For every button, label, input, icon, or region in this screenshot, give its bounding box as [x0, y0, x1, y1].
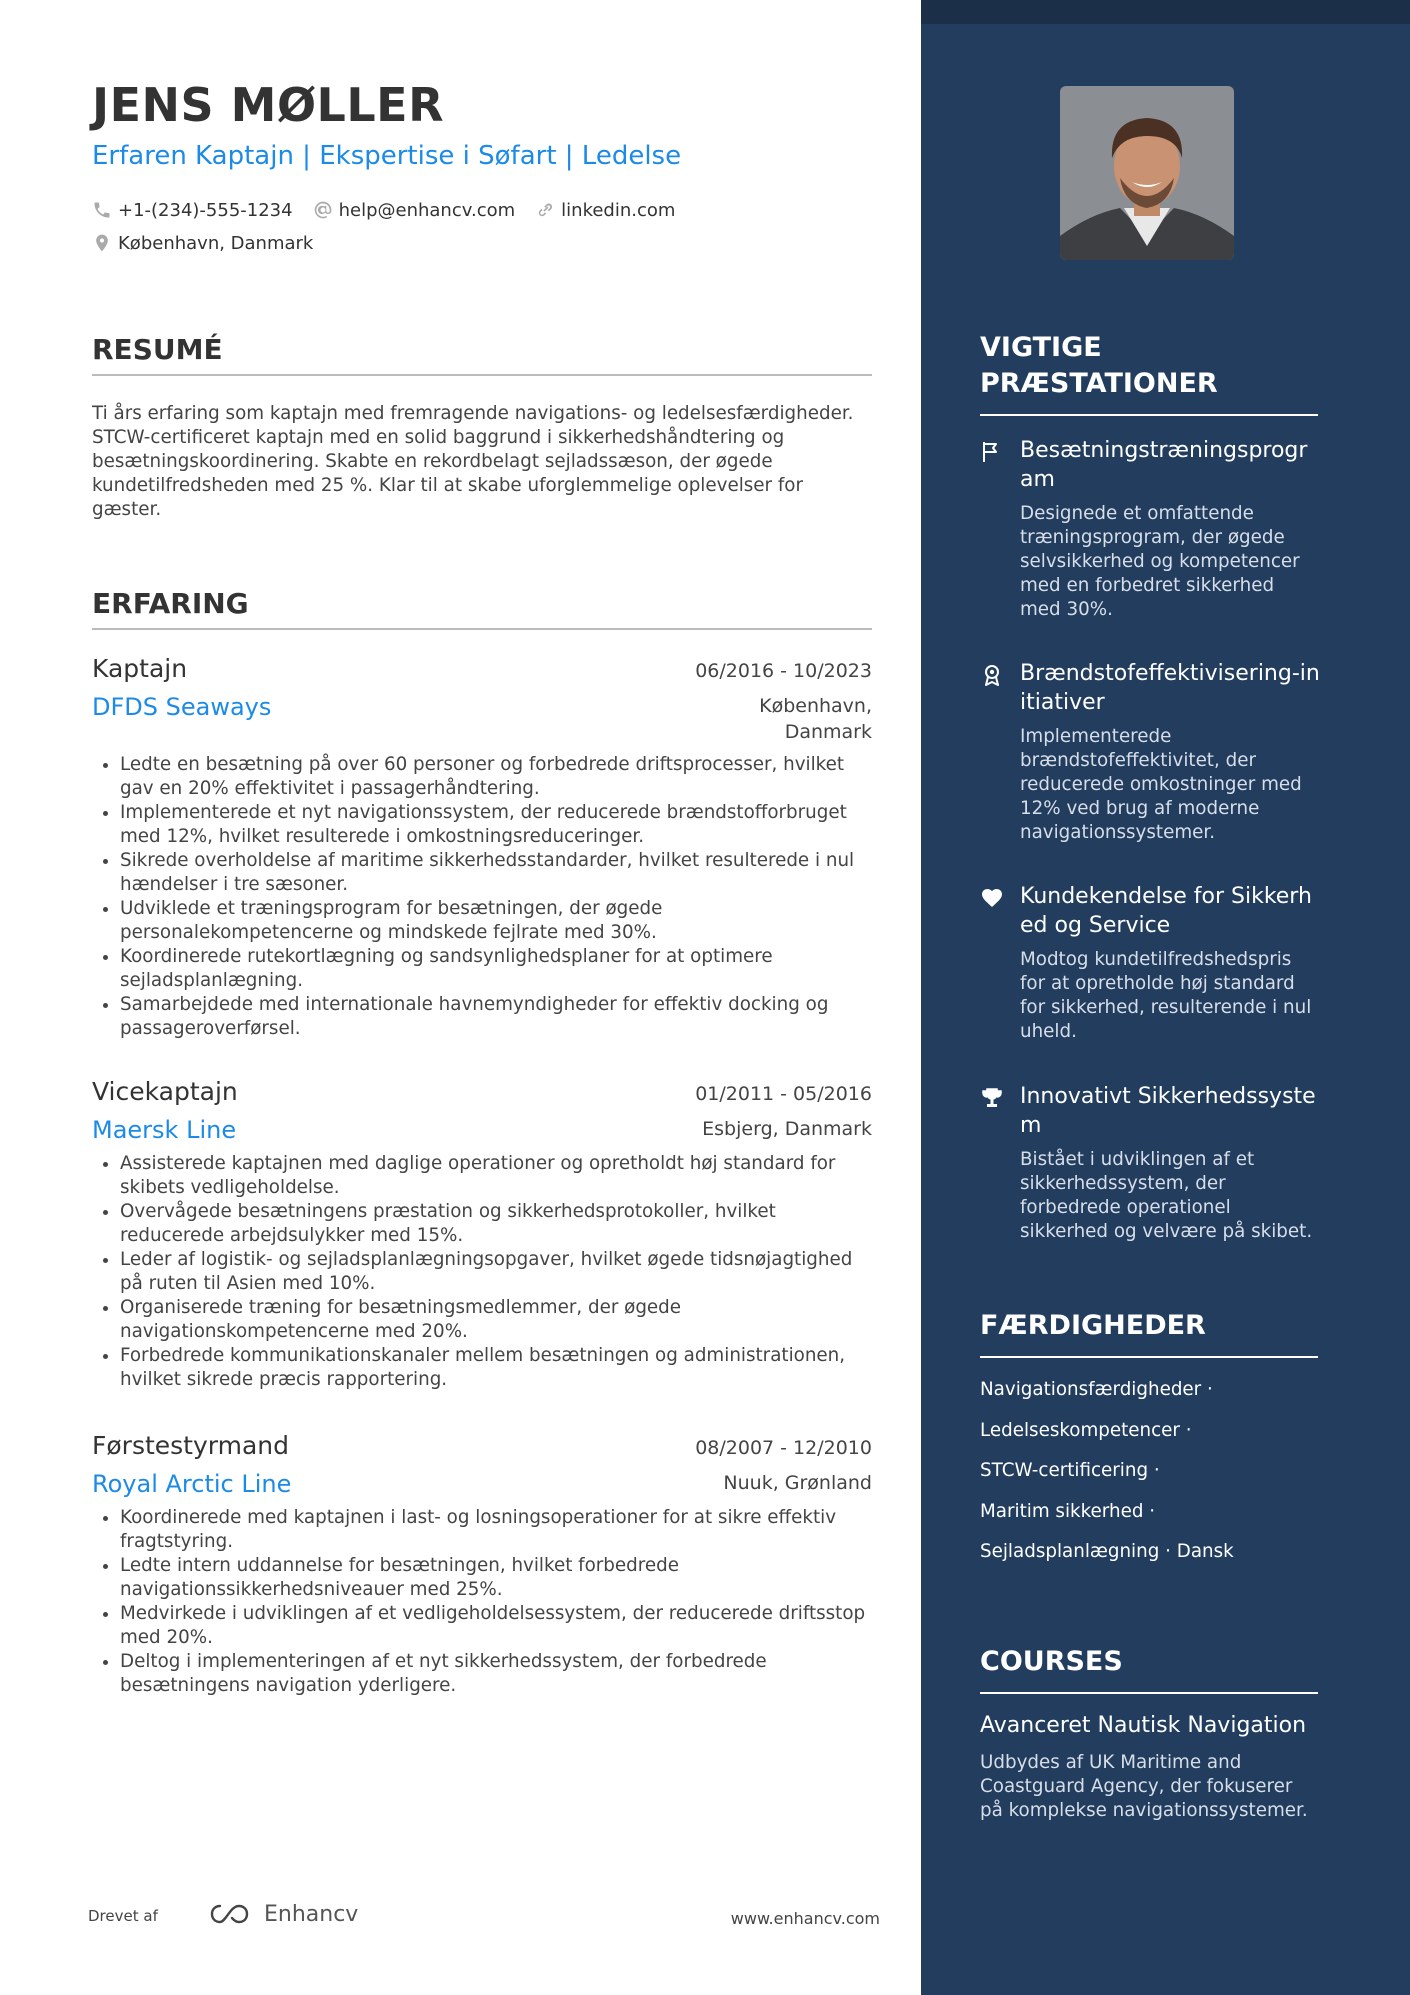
job-bullet: • Deltog i implementeringen af et nyt sikkerhedssystem, der forbedrede besætningens navigation yderligere. — [120, 1650, 872, 1698]
job-bullet: • Overvågede besætningens præstation og sikkerhedsprotokoller, hvilket reducerede arbejdsulykker med 15%. — [120, 1200, 872, 1248]
flag-icon — [980, 440, 1004, 464]
job-bullets — [92, 753, 872, 1041]
at-icon — [313, 200, 333, 220]
contact-phone[interactable] — [92, 200, 293, 221]
job-bullet: • Koordinerede med kaptajnen i last- og losningsoperationer for at sikre effektiv fragtstyring. — [120, 1506, 872, 1554]
job-entry — [92, 1077, 872, 1392]
job-location-line: Danmark — [784, 721, 872, 743]
job-bullet: • Ledte intern uddannelse for besætningen, hvilket forbedrede navigationssikkerhedsniveauer med 25%. — [120, 1554, 872, 1602]
job-dates: 06/2016 - 10/2023 — [695, 660, 872, 682]
job-bullet: • Forbedrede kommunikationskanaler mellem besætningen og administrationen, hvilket sikrede præcis rapportering. — [120, 1344, 872, 1392]
job-location: Esbjerg, Danmark — [702, 1118, 872, 1140]
skill-line: Ledelseskompetencer · — [980, 1419, 1192, 1441]
job-bullet: • Implementerede et nyt navigationssystem, der reducerede brændstofforbruget med 12%, hvilket resulterede i omkostningsreduceringer. — [120, 801, 872, 849]
contact-location — [92, 233, 313, 254]
job-dates: 01/2011 - 05/2016 — [695, 1083, 872, 1105]
achievement-desc: Modtog kundetilfredshedspris for at opretholde høj standard for sikkerhed, resulterende i nul uheld. — [1020, 949, 1312, 1042]
email-text: help@enhancv.com — [338, 199, 516, 221]
contact-info — [92, 196, 695, 262]
course-title: Avanceret Nautisk Navigation — [980, 1713, 1307, 1738]
skills-heading: FÆRDIGHEDER — [980, 1308, 1318, 1358]
candidate-name: JENS MØLLER — [92, 78, 445, 132]
linkedin-text: linkedin.com — [561, 199, 676, 221]
job-bullets — [92, 1152, 872, 1392]
job-bullet: • Udviklede et træningsprogram for besætningen, der øgede personalekompetencerne og mindskede fejlrate med 30%. — [120, 897, 872, 945]
achievement-title: Besætningstræningsprogram — [1020, 438, 1308, 492]
achievements-heading-line: VIGTIGE — [980, 332, 1102, 363]
skills-list — [980, 1376, 1318, 1579]
infinity-logo-icon — [208, 1901, 256, 1927]
phone-icon — [92, 200, 112, 220]
achievement-desc: Implementerede brændstofeffektivitet, der reducerede omkostninger med 12% ved brug af moderne navigationssystemer. — [1020, 726, 1302, 843]
contact-linkedin[interactable] — [535, 200, 675, 221]
location-text: København, Danmark — [118, 232, 314, 254]
job-location: Nuuk, Grønland — [723, 1472, 872, 1494]
job-role: Førstestyrmand — [92, 1431, 290, 1460]
phone-text: +1-(234)-555-1234 — [118, 199, 293, 221]
link-icon — [535, 200, 555, 220]
course-desc: Udbydes af UK Maritime and Coastguard Agency, der fokuserer på komplekse navigationssystemer. — [980, 1752, 1308, 1821]
experience-heading: ERFARING — [92, 587, 872, 630]
job-role: Vicekaptajn — [92, 1077, 238, 1106]
sidebar — [921, 0, 1410, 1995]
job-bullet: • Koordinerede rutekortlægning og sandsynlighedsplaner for at optimere sejladsplanlægning. — [120, 945, 872, 993]
achievement-item — [980, 1082, 1320, 1244]
job-entry — [92, 1431, 872, 1698]
trophy-icon — [980, 1086, 1004, 1110]
location-pin-icon — [92, 233, 112, 253]
skill-line: STCW-certificering · — [980, 1460, 1160, 1481]
job-role: Kaptajn — [92, 654, 188, 683]
job-company: Royal Arctic Line — [92, 1470, 292, 1498]
profile-photo — [1060, 86, 1234, 260]
summary-heading: RESUMÉ — [92, 333, 872, 376]
achievements-heading — [980, 330, 1318, 416]
job-dates: 08/2007 - 12/2010 — [695, 1437, 872, 1459]
achievement-title: Innovativt Sikkerhedssystem — [1020, 1084, 1316, 1138]
job-company: DFDS Seaways — [92, 693, 272, 721]
achievement-item — [980, 882, 1320, 1044]
person-avatar-icon — [1060, 86, 1234, 260]
powered-by-text: Drevet af — [88, 1907, 158, 1925]
achievement-title: Brændstofeffektivisering-initiativer — [1020, 661, 1320, 715]
job-location-line: København, — [759, 695, 872, 717]
footer — [88, 1901, 880, 1945]
achievement-item — [980, 436, 1320, 622]
courses-heading: COURSES — [980, 1644, 1318, 1694]
job-bullet: • Medvirkede i udviklingen af et vedligeholdelsessystem, der reducerede driftsstop med 20%. — [120, 1602, 872, 1650]
heart-icon — [980, 886, 1004, 910]
job-entry — [92, 654, 872, 1041]
sidebar-top-band — [921, 0, 1410, 24]
job-bullet: • Assisterede kaptajnen med daglige operationer og opretholdt høj standard for skibets vedligeholdelse. — [120, 1152, 872, 1200]
enhancv-logo[interactable] — [208, 1901, 358, 1927]
contact-email[interactable] — [313, 200, 516, 221]
job-bullet: • Samarbejdede med internationale havnemyndigheder for effektiv docking og passageroverførsel. — [120, 993, 872, 1041]
achievement-desc: Bistået i udviklingen af et sikkerhedssystem, der forbedrede operationel sikkerhed og velvære på skibet. — [1020, 1149, 1313, 1242]
job-bullets — [92, 1506, 872, 1698]
candidate-subtitle: Erfaren Kaptajn | Ekspertise i Søfart | Ledelse — [92, 141, 682, 171]
job-bullet: • Ledte en besætning på over 60 personer og forbedrede driftsprocesser, hvilket gav en 20% effektivitet i passagerhåndtering. — [120, 753, 872, 801]
summary-text: Ti års erfaring som kaptajn med fremragende navigations- og ledelsesfærdigheder. STCW-certificeret kaptajn med en solid baggrund i sikkerhedshåndtering og besætningskoordinering. Skabte en rekordbelagt sejladssæson, der øgede kundetilfredsheden med 25 %. Klar til at skabe uforglemmelige oplevelser for gæster. — [92, 403, 854, 520]
achievement-title: Kundekendelse for Sikkerhed og Service — [1020, 884, 1312, 938]
job-bullet: • Sikrede overholdelse af maritime sikkerhedsstandarder, hvilket resulterede i nul hændelser i tre sæsoner. — [120, 849, 872, 897]
brand-name: Enhancv — [264, 1901, 359, 1927]
skill-line: Maritim sikkerhed · — [980, 1500, 1156, 1522]
achievement-item — [980, 659, 1320, 845]
footer-url[interactable]: www.enhancv.com — [730, 1909, 880, 1928]
job-location — [759, 693, 872, 745]
achievements-heading-line: PRÆSTATIONER — [980, 368, 1218, 399]
award-icon — [980, 663, 1004, 687]
job-bullet: • Organiserede træning for besætningsmedlemmer, der øgede navigationskompetencerne med 20%. — [120, 1296, 872, 1344]
job-bullet: • Leder af logistik- og sejladsplanlægningsopgaver, hvilket øgede tidsnøjagtighed på ruten til Asien med 10%. — [120, 1248, 872, 1296]
skill-line: Navigationsfærdigheder · — [980, 1379, 1213, 1400]
job-company: Maersk Line — [92, 1116, 237, 1144]
skill-line: Sejladsplanlægning · Dansk — [980, 1541, 1234, 1562]
achievement-desc: Designede et omfattende træningsprogram, der øgede selvsikkerhed og kompetencer med en forbedret sikkerhed med 30%. — [1020, 503, 1300, 620]
